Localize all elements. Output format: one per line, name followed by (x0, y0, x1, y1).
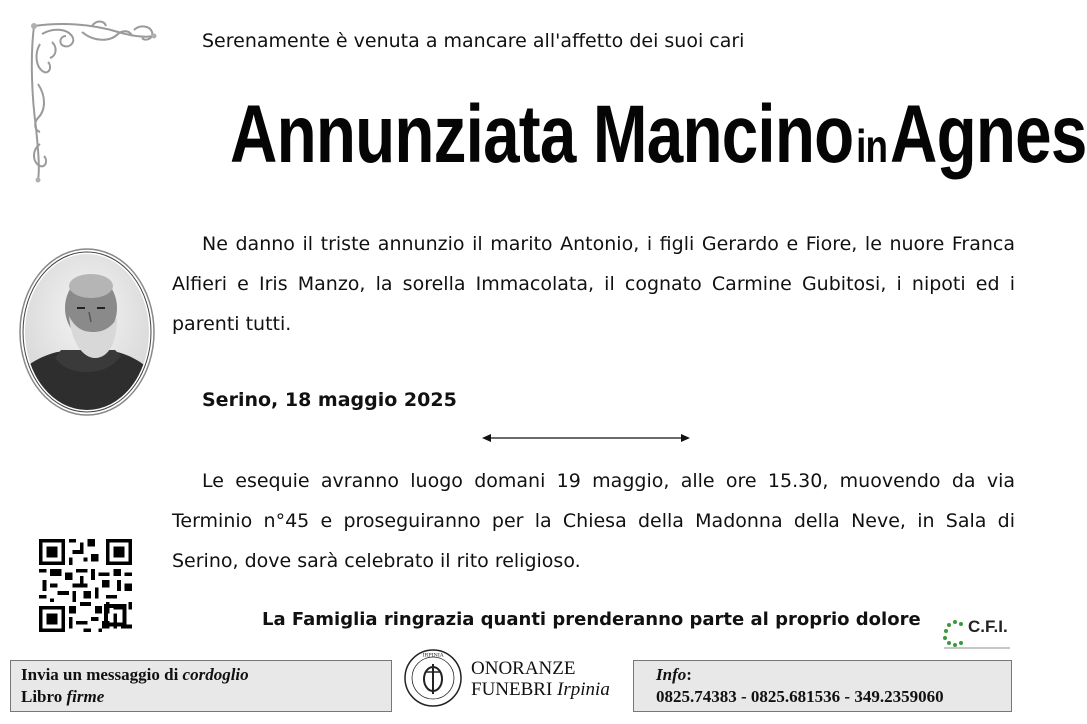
send-condolence-link[interactable] (21, 664, 381, 686)
portrait-photo (17, 246, 157, 418)
name-connector: in (856, 120, 888, 172)
info-box (633, 660, 1012, 712)
guestbook-label: Libro (21, 687, 67, 706)
send-condolence-label: Invia un messaggio di (21, 665, 183, 684)
seal-text: IRPINIA (422, 652, 444, 659)
condolence-box (10, 660, 392, 712)
place-date: Serino, 18 maggio 2025 (202, 389, 457, 411)
intro-text: Serenamente è venuta a mancare all'affetto dei suoi cari (202, 30, 745, 52)
cfi-logo-text: C.F.I. (968, 617, 1008, 636)
announcement-text: Ne danno il triste annunzio il marito Antonio, i figli Gerardo e Fiore, le nuore Franca Alfieri e Iris Manzo, la sorella Immacolata, il cognato Carmine Gubitosi, i nipoti ed i parenti tutti. (172, 233, 1015, 335)
guestbook-link[interactable] (21, 686, 381, 708)
send-condolence-emph: cordoglio (182, 665, 249, 684)
info-label: Info (656, 665, 687, 684)
info-phones[interactable]: 0825.74383 - 0825.681536 - 349.2359060 (656, 687, 944, 706)
brand-line1: ONORANZE (471, 658, 576, 679)
brand-line2-emph: Irpinia (557, 679, 610, 700)
qr-code-icon[interactable] (37, 539, 134, 632)
funeral-home-name (471, 658, 610, 700)
info-label-row: Info: (656, 665, 692, 684)
deceased-name: Annunziata Mancino (230, 89, 854, 180)
funeral-details-text: Le esequie avranno luogo domani 19 maggio, alle ore 15.30, muovendo da via Terminio n°45 e proseguiranno per la Chiesa della Madonna della Neve, in Sala di Serino, dove sarà celebrato il rito religioso. (172, 470, 1015, 572)
guestbook-emph: firme (66, 687, 105, 706)
announcement-paragraph (172, 224, 1015, 344)
funeral-home-seal-icon (403, 648, 463, 708)
double-arrow-divider-icon (482, 432, 690, 444)
corner-flourish-icon (22, 18, 162, 188)
deceased-name-heading (230, 88, 1087, 182)
brand-line2-prefix: FUNEBRI (471, 679, 558, 700)
funeral-details-paragraph (172, 461, 1015, 581)
family-thanks: La Famiglia ringrazia quanti prenderanno parte al proprio dolore (262, 609, 921, 630)
married-name: Agnes (890, 89, 1087, 180)
brand-line2 (471, 679, 610, 700)
